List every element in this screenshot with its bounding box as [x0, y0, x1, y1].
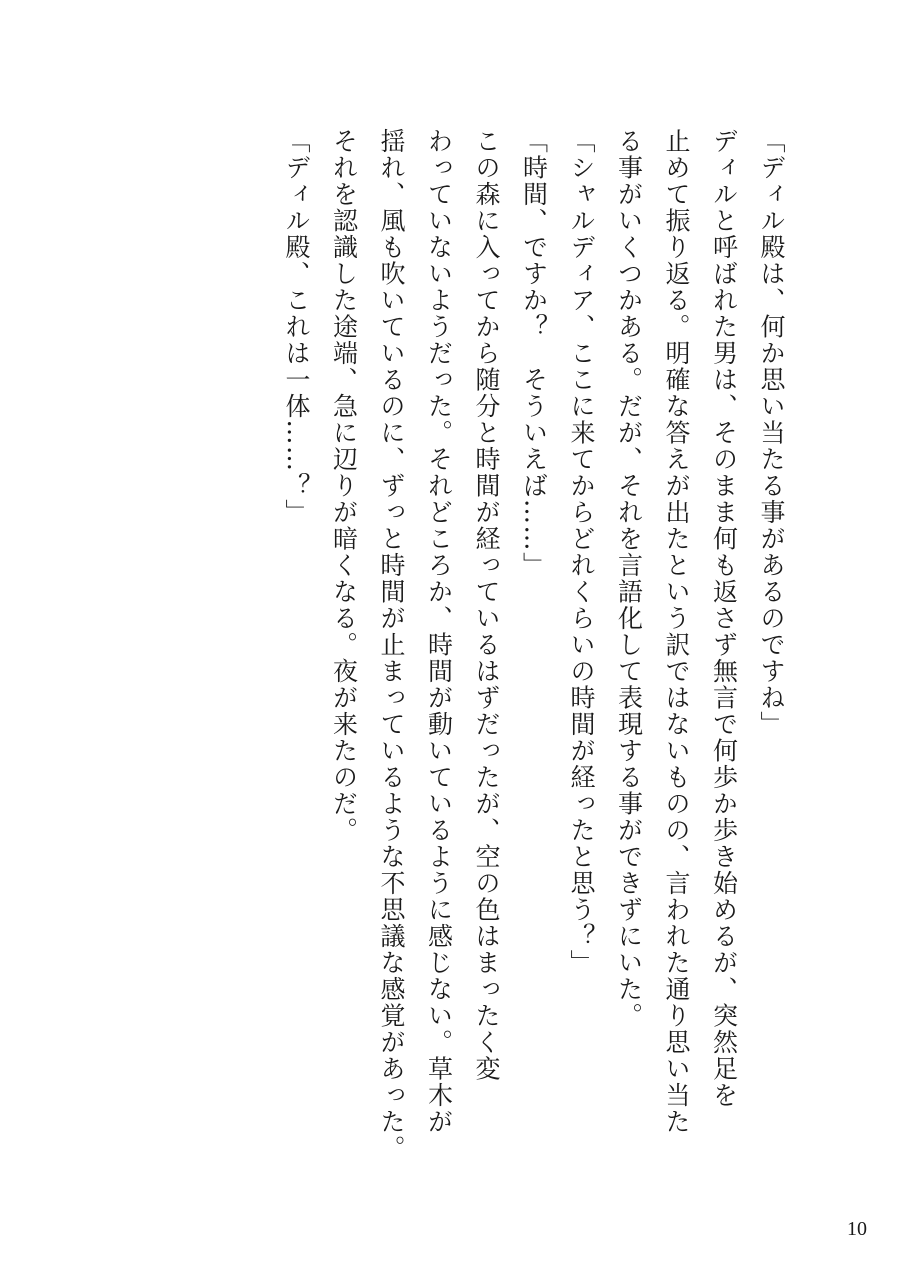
- narration-line: ディルと呼ばれた男は、そのまま何も返さず無言で何歩か歩き始めるが、突然足を: [709, 128, 739, 1109]
- narration-line: それを認識した途端、急に辺りが暗くなる。夜が来たのだ。: [329, 128, 359, 844]
- narration-line: 揺れ、風も吹いているのに、ずっと時間が止まっているような不思議な感覚があった。: [377, 128, 406, 1162]
- dialogue-line-shaldia-reply: 「時間、ですか？ そういえば……」: [519, 128, 549, 579]
- dialogue-line-dill-question: 「シャルディア、ここに来てからどれくらいの時間が経ったと思う？」: [567, 128, 596, 976]
- narration-line: 止めて振り返る。明確な答えが出たという訳ではないものの、言われた通り思い当た: [662, 128, 691, 1135]
- narration-line: この森に入ってから随分と時間が経っているはずだったが、空の色はまったく変: [472, 128, 501, 1082]
- narration-line: わっていないようだった。それどころか、時間が動いているように感じない。草木が: [424, 128, 454, 1135]
- dialogue-line-shaldia-final: 「ディル殿、これは一体……？」: [282, 128, 311, 526]
- narration-line: る事がいくつかある。だが、それを言語化して表現する事ができずにいた。: [614, 128, 644, 1029]
- dialogue-line-shaldia-question: 「ディル殿は、何か思い当たる事があるのですね」: [757, 128, 786, 738]
- vertical-text-body: [95, 128, 795, 1168]
- page-number: 10: [847, 1218, 867, 1240]
